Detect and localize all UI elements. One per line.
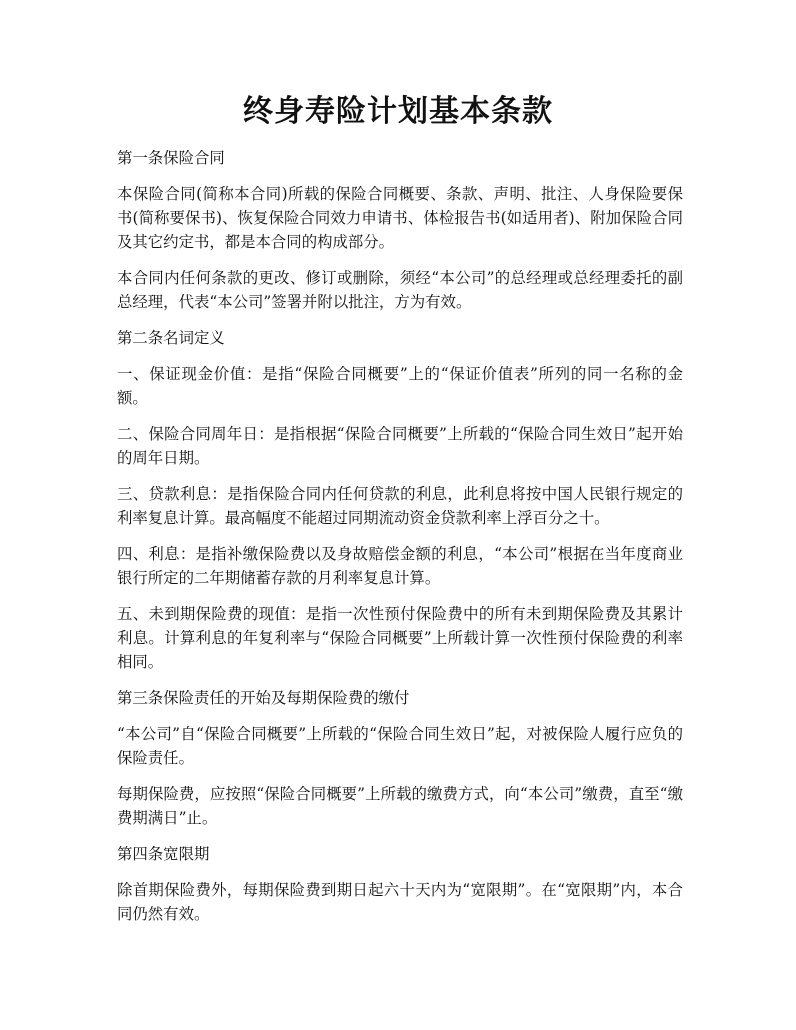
section-heading-article-1: 第一条保险合同 bbox=[117, 149, 225, 167]
paragraph: 本合同内任何条款的更改、修订或删除，须经“本公司”的总经理或总经理委托的副总经理，代表“本公司”签署并附以批注，方为有效。 bbox=[117, 269, 683, 312]
section-heading-article-3: 第三条保险责任的开始及每期保险费的缴付 bbox=[117, 689, 410, 707]
paragraph: “本公司”自“保险合同概要”上所载的“保险合同生效日”起，对被保险人履行应负的保险责任。 bbox=[117, 724, 683, 767]
definition-item: 三、贷款利息：是指保险合同内任何贷款的利息，此利息将按中国人民银行规定的利率复息计算。最高幅度不能超过同期流动资金贷款利率上浮百分之十。 bbox=[117, 484, 683, 527]
section-heading-article-4: 第四条宽限期 bbox=[117, 844, 210, 863]
paragraph: 每期保险费，应按照“保险合同概要”上所载的缴费方式，向“本公司”缴费，直至“缴费期满日”止。 bbox=[117, 784, 683, 827]
document-title: 终身寿险计划基本条款 bbox=[243, 94, 553, 129]
definition-item: 五、未到期保险费的现值：是指一次性预付保险费中的所有未到期保险费及其累计利息。计算利息的年复利率与“保险合同概要”上所载计算一次性预付保险费的利率相同。 bbox=[117, 604, 683, 672]
section-heading-article-2: 第二条名词定义 bbox=[117, 329, 225, 347]
definition-item: 一、保证现金价值：是指“保险合同概要”上的“保证价值表”所列的同一名称的金额。 bbox=[117, 364, 683, 407]
definition-item: 四、利息：是指补缴保险费以及身故赔偿金额的利息，“本公司”根据在当年度商业银行所定的二年期储蓄存款的月利率复息计算。 bbox=[117, 544, 683, 587]
definition-item: 二、保险合同周年日：是指根据“保险合同概要”上所载的“保险合同生效日”起开始的周年日期。 bbox=[117, 424, 683, 467]
paragraph: 本保险合同(简称本合同)所载的保险合同概要、条款、声明、批注、人身保险要保书(简称要保书)、恢复保险合同效力申请书、体检报告书(如适用者)、附加保险合同及其它约定书，都是本合同的构成部分。 bbox=[117, 184, 683, 252]
document-body bbox=[117, 146, 683, 938]
paragraph: 除首期保险费外，每期保险费到期日起六十天内为“宽限期”。在“宽限期”内，本合同仍然有效。 bbox=[117, 880, 683, 923]
